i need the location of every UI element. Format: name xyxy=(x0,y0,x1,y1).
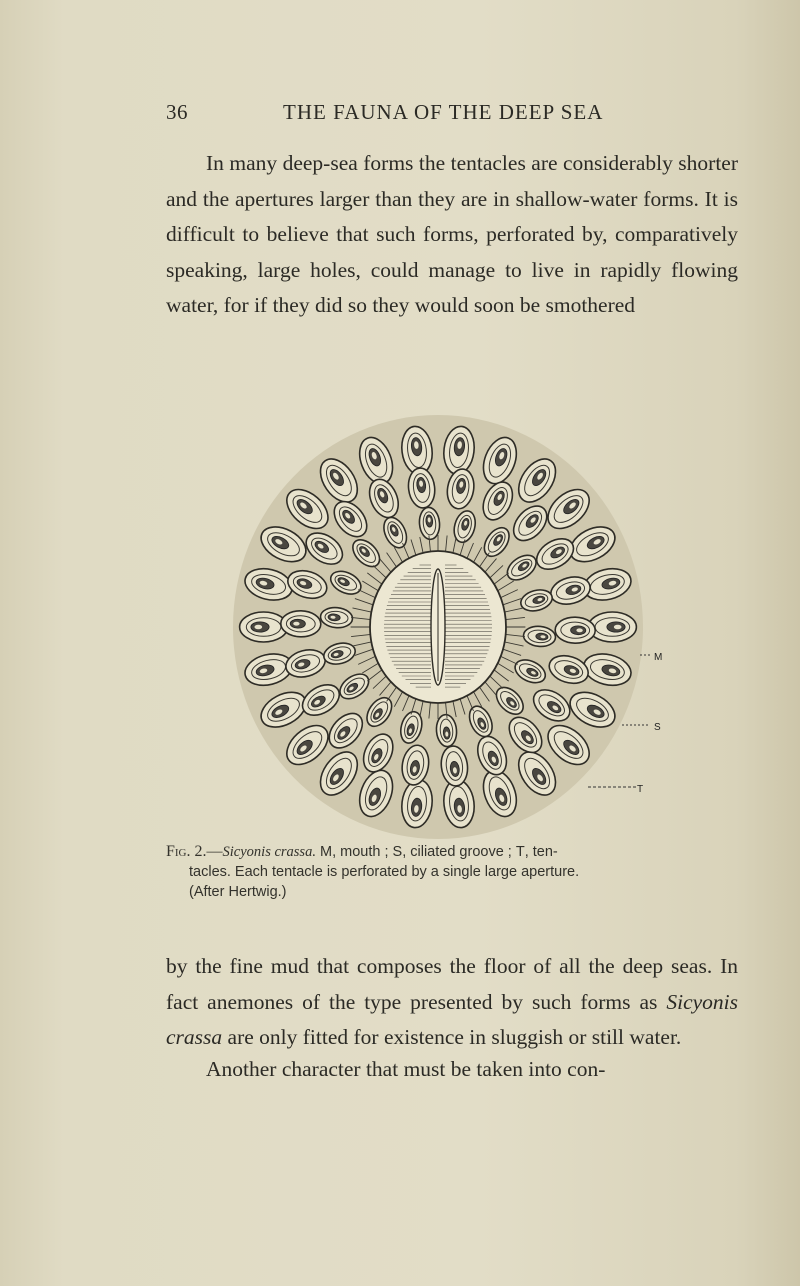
caption-line-2: tacles. Each tentacle is perforated by a single large aperture. xyxy=(189,864,580,880)
paragraph-1: In many deep-sea forms the tentacles are considerably shorter and the apertures larger than they are in shallow-water forms. It is difficult to believe that such forms, perforated by, comparatively speaking, large holes, could manage to live in rapidly flowing water, for if they did so they would soon be smothered xyxy=(166,151,738,317)
label-m: M xyxy=(654,652,663,663)
caption-species: Sicyonis crassa. xyxy=(222,844,316,860)
caption-line-3: (After Hertwig.) xyxy=(189,884,287,900)
caption-t-text: , ten- xyxy=(524,844,558,860)
paragraph-2 xyxy=(166,949,738,1056)
tentacle xyxy=(588,612,636,642)
label-t: T xyxy=(637,784,644,795)
figure-caption xyxy=(166,842,738,902)
paragraph-2-end: are only fitted for existence in sluggish or still water. xyxy=(222,1025,682,1049)
sea-anemone-illustration xyxy=(226,395,666,840)
running-header xyxy=(166,100,636,130)
caption-s-text: , ciliated groove ; xyxy=(402,844,516,860)
tentacle xyxy=(555,617,596,644)
caption-m-text: , mouth ; xyxy=(332,844,393,860)
label-s: S xyxy=(654,722,661,733)
paragraph-3: Another character that must be taken into con- xyxy=(206,1057,606,1081)
running-title: THE FAUNA OF THE DEEP SEA xyxy=(283,100,604,124)
caption-s: S xyxy=(392,844,403,860)
sea-anemone-figure xyxy=(226,395,666,840)
page-number: 36 xyxy=(166,100,188,124)
tentacle xyxy=(240,612,288,642)
paragraph-2-species: Sicyonis crassa xyxy=(166,989,738,1049)
caption-m: M xyxy=(319,844,333,860)
paragraph-2-start: by the fine mud that composes the floor of all the deep seas. In fact anemones of the type presented by such forms as xyxy=(166,954,738,1014)
caption-t: T xyxy=(515,844,525,860)
tentacle xyxy=(281,610,322,637)
caption-fig-label: Fig. 2.— xyxy=(166,843,223,860)
